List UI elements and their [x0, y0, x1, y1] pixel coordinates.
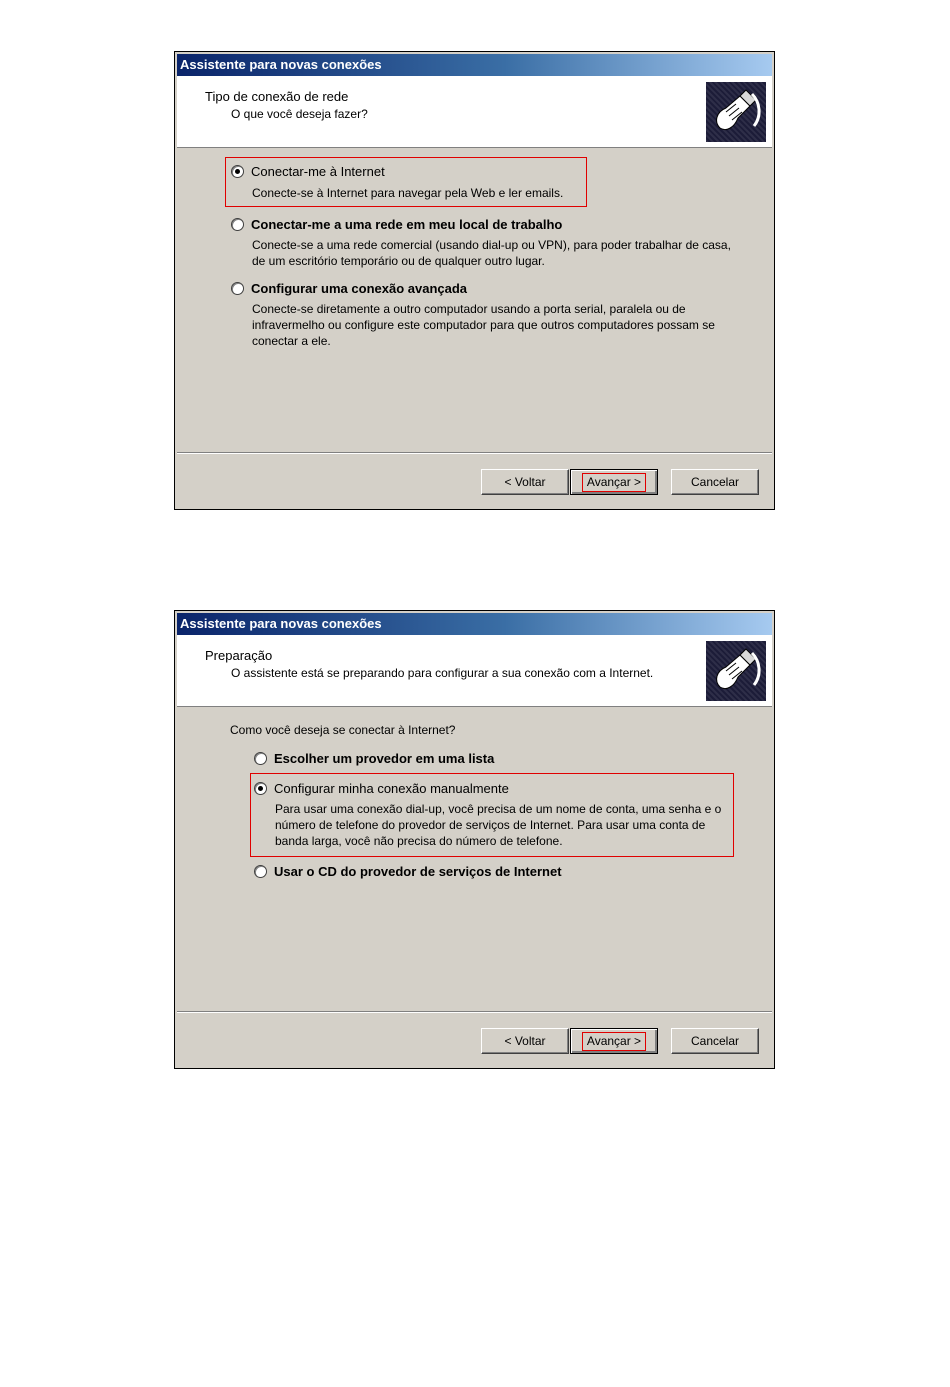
separator [177, 1011, 772, 1013]
option-description: Conecte-se a uma rede comercial (usando dial-up ou VPN), para poder trabalhar de casa, de um escritório temporário ou de qualquer outro lugar. [252, 238, 731, 268]
title-bar: Assistente para novas conexões [177, 54, 772, 76]
next-button-label: Avançar > [582, 473, 646, 492]
highlight-box [225, 157, 587, 207]
network-cable-icon [706, 641, 766, 701]
option-label[interactable]: Configurar uma conexão avançada [251, 281, 468, 296]
option-description: Conecte-se à Internet para navegar pela Web e ler emails. [252, 186, 564, 200]
network-cable-icon [706, 82, 766, 142]
cancel-button[interactable]: Cancelar [671, 469, 759, 495]
option-label[interactable]: Usar o CD do provedor de serviços de Internet [274, 864, 562, 879]
highlight-box [250, 773, 734, 857]
header-subtitle: O que você deseja fazer? [231, 107, 368, 121]
radio-choose-provider[interactable] [254, 752, 267, 765]
wizard-content [177, 149, 772, 449]
separator [177, 452, 772, 454]
option-description: Conecte-se diretamente a outro computador usando a porta serial, paralela ou de infravermelho ou configure este computador para que outros computadores possam se conectar a ele. [252, 302, 715, 348]
option-label[interactable]: Conectar-me à Internet [251, 164, 385, 179]
option-label[interactable]: Conectar-me a uma rede em meu local de trabalho [251, 217, 563, 232]
option-description: Para usar uma conexão dial-up, você precisa de um nome de conta, uma senha e o número de telefone do provedor de serviços de Internet. Para usar uma conta de banda larga, você não precisa do número de telefone. [275, 802, 722, 848]
next-button[interactable] [570, 1028, 658, 1054]
back-button[interactable]: < Voltar [481, 469, 569, 495]
next-button-label: Avançar > [582, 1032, 646, 1051]
cancel-button[interactable]: Cancelar [671, 1028, 759, 1054]
connection-wizard-dialog-2 [174, 610, 775, 1069]
wizard-content [177, 708, 772, 1008]
back-button[interactable]: < Voltar [481, 1028, 569, 1054]
option-label[interactable]: Escolher um provedor em uma lista [274, 751, 495, 766]
radio-connect-workplace[interactable] [231, 218, 244, 231]
radio-use-cd[interactable] [254, 865, 267, 878]
header-title: Preparação [205, 648, 273, 663]
radio-advanced-connection[interactable] [231, 282, 244, 295]
option-label[interactable]: Configurar minha conexão manualmente [274, 781, 509, 796]
wizard-header [177, 635, 772, 707]
title-bar: Assistente para novas conexões [177, 613, 772, 635]
connection-wizard-dialog-1 [174, 51, 775, 510]
header-title: Tipo de conexão de rede [205, 89, 349, 104]
wizard-header [177, 76, 772, 148]
header-subtitle: O assistente está se preparando para configurar a sua conexão com a Internet. [231, 666, 654, 680]
question-text: Como você deseja se conectar à Internet? [230, 723, 456, 737]
next-button[interactable] [570, 469, 658, 495]
